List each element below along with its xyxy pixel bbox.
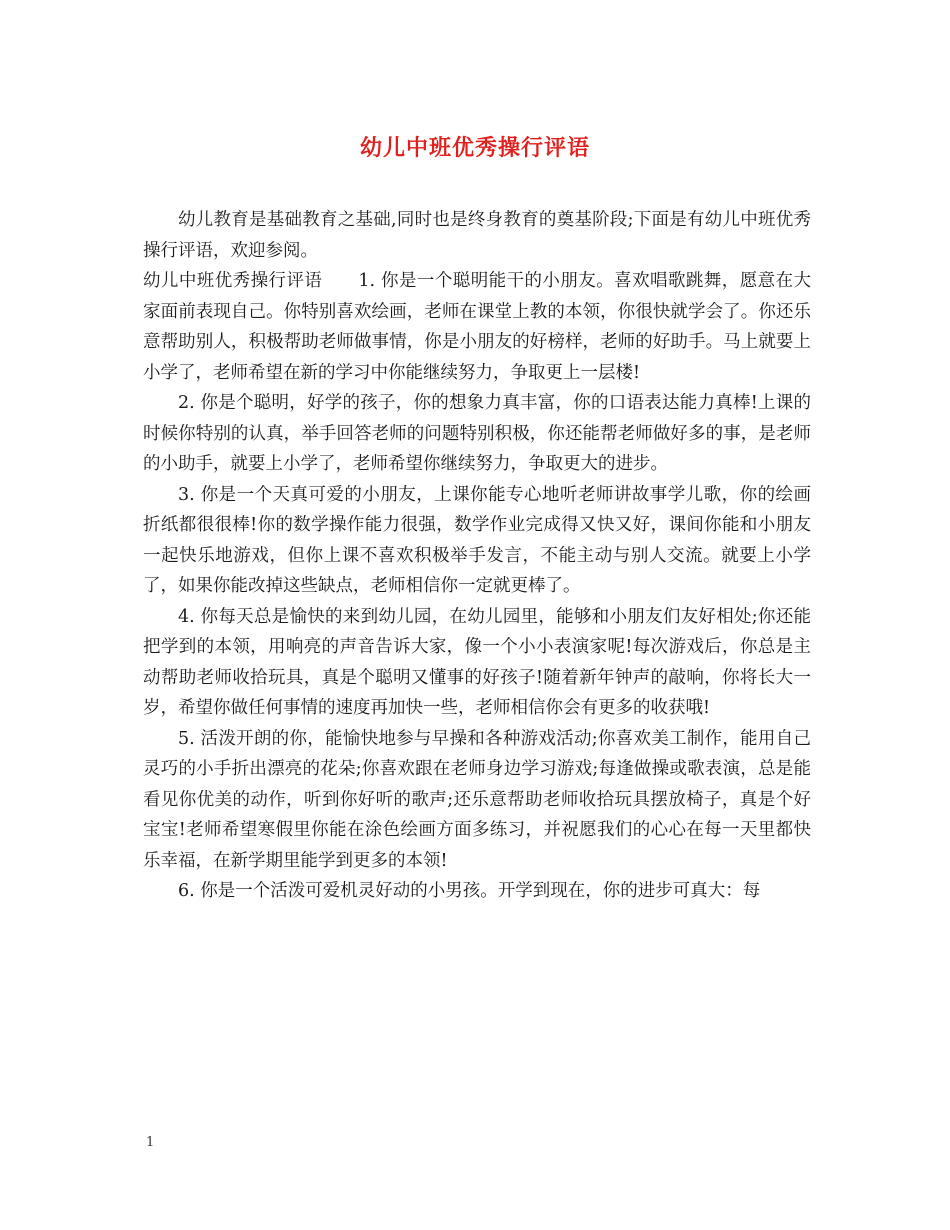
section-paragraph-1 <box>143 266 811 388</box>
page-number: 1 <box>146 1135 155 1150</box>
section-heading: 幼儿中班优秀操行评语 <box>143 271 323 291</box>
item-5-paragraph: 5. 活泼开朗的你，能愉快地参与早操和各种游戏活动;你喜欢美工制作，能用自己灵巧的小手折出漂亮的花朵;你喜欢跟在老师身边学习游戏;每逢做操或歌表演，总是能看见你优美的动作，听到你好听的歌声;还乐意帮助老师收拾玩具摆放椅子，真是个好宝宝!老师希望寒假里你能在涂色绘画方面多练习，并祝愿我们的心心在每一天里都快乐幸福，在新学期里能学到更多的本领! <box>143 728 811 871</box>
document-body <box>143 205 811 907</box>
intro-paragraph: 幼儿教育是基础教育之基础,同时也是终身教育的奠基阶段;下面是有幼儿中班优秀操行评语，欢迎参阅。 <box>143 210 811 261</box>
item-1-text: 1. 你是一个聪明能干的小朋友。喜欢唱歌跳舞，愿意在大家面前表现自己。你特别喜欢绘画，老师在课堂上教的本领，你很快就学会了。你还乐意帮助别人，积极帮助老师做事情，你是小朋友的好榜样，老师的好助手。马上就要上小学了，老师希望在新的学习中你能继续努力，争取更上一层楼! <box>143 271 812 383</box>
item-2-paragraph: 2. 你是个聪明，好学的孩子，你的想象力真丰富，你的口语表达能力真棒!上课的时候你特别的认真，举手回答老师的问题特别积极，你还能帮老师做好多的事，是老师的小助手，就要上小学了，老师希望你继续努力，争取更大的进步。 <box>143 393 811 474</box>
item-4-paragraph: 4. 你每天总是愉快的来到幼儿园，在幼儿园里，能够和小朋友们友好相处;你还能把学到的本领，用响亮的声音告诉大家，像一个小小表演家呢!每次游戏后，你总是主动帮助老师收拾玩具，真是个聪明又懂事的好孩子!随着新年钟声的敲响，你将长大一岁，希望你做任何事情的速度再加快一些，老师相信你会有更多的收获哦! <box>143 606 811 718</box>
item-3-paragraph: 3. 你是一个天真可爱的小朋友，上课你能专心地听老师讲故事学儿歌，你的绘画折纸都很很棒!你的数学操作能力很强，数学作业完成得又快又好，课间你能和小朋友一起快乐地游戏，但你上课不喜欢积极举手发言，不能主动与别人交流。就要上小学了，如果你能改掉这些缺点，老师相信你一定就更棒了。 <box>143 484 811 596</box>
document-title: 幼儿中班优秀操行评语 <box>359 135 590 161</box>
item-6-paragraph: 6. 你是一个活泼可爱机灵好动的小男孩。开学到现在，你的进步可真大：每 <box>178 881 761 901</box>
